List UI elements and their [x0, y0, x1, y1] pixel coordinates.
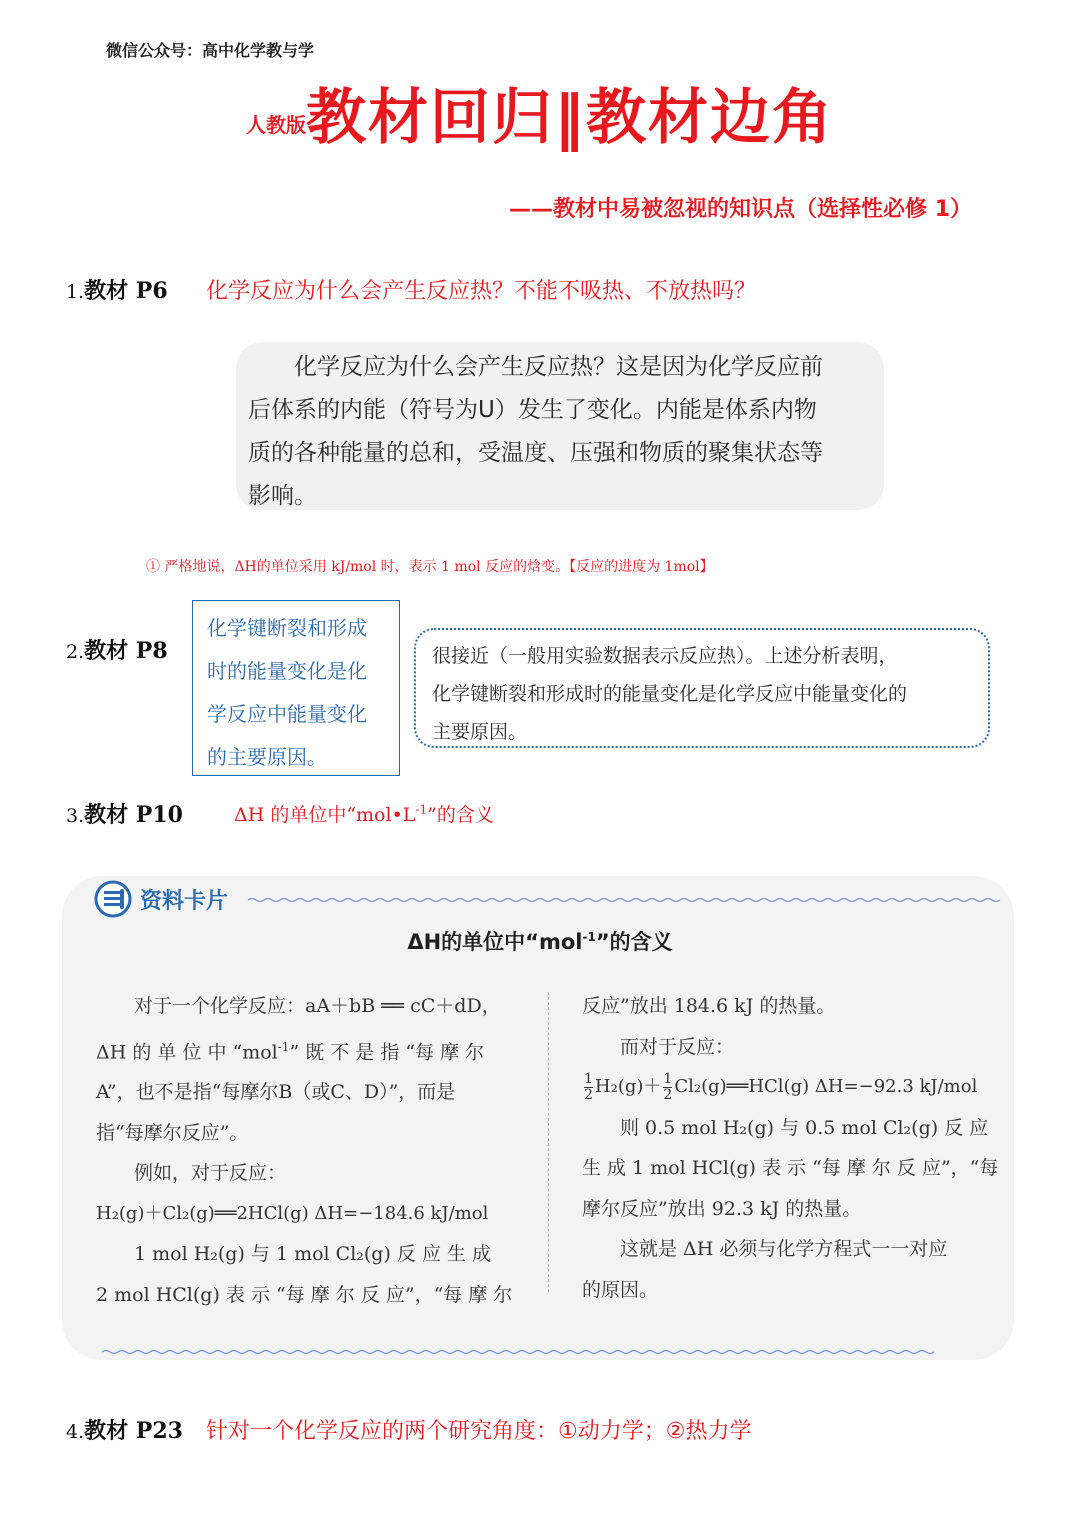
page-title: 教材回归‖教材边角: [306, 83, 834, 153]
wavy-top-line: [248, 899, 1000, 902]
column-divider: [548, 992, 549, 1292]
section-num: 1.: [66, 281, 85, 303]
card-line: [96, 1027, 514, 1073]
document-icon: [92, 878, 134, 920]
section-num: 4.: [66, 1421, 85, 1443]
heading-text: ”的含义: [595, 930, 673, 954]
card-left-column: [96, 986, 514, 1315]
section-1-label: [66, 274, 168, 305]
card-line: 摩尔反应”放出 92.3 kJ 的热量。: [582, 1197, 862, 1220]
card-line: 例如，对于反应：: [134, 1162, 287, 1185]
card-line: 这就是 ΔH 必须与化学方程式一一对应: [620, 1238, 948, 1260]
superscript: -1: [277, 1039, 290, 1054]
key-point-box: [192, 600, 400, 776]
section-1-question: 化学反应为什么会产生反应热？不能不吸热、不放热吗？: [206, 279, 757, 304]
textbook-excerpt-1: [236, 342, 884, 510]
card-text: ΔH 的 单 位 中 “mol: [96, 1040, 278, 1063]
fraction: [663, 1072, 672, 1103]
excerpt-line: 影响。: [248, 483, 317, 509]
card-line: 指“每摩尔反应”。: [96, 1121, 249, 1144]
numerator: 1: [584, 1070, 593, 1087]
section-2-label: [66, 634, 168, 665]
denominator: 2: [584, 1086, 593, 1103]
section-3-question: [234, 800, 494, 827]
section-4-label: [66, 1414, 183, 1445]
key-point-line: 的主要原因。: [207, 745, 327, 769]
equation-text: Cl₂(g)══HCl(g) ΔH=−92.3 kJ/mol: [674, 1076, 978, 1097]
card-label: 资料卡片: [140, 889, 229, 914]
section-4-question: 针对一个化学反应的两个研究角度：①动力学；②热力学: [206, 1419, 752, 1444]
excerpt-line: 后体系的内能（符号为U）发生了变化。内能是体系内物: [248, 397, 817, 423]
excerpt-line: 化学键断裂和形成时的能量变化是化学反应中能量变化的: [432, 683, 908, 705]
card-equation: [582, 1067, 1000, 1108]
superscript: -1: [415, 802, 428, 817]
section-ref: 教材 P8: [84, 638, 168, 664]
section-ref: 教材 P6: [84, 278, 168, 304]
section-num: 2.: [66, 641, 85, 663]
card-line: A”，也不是指“每摩尔B（或C、D）”，而是: [96, 1081, 456, 1104]
card-line: 则 0.5 mol H₂(g) 与 0.5 mol Cl₂(g) 反 应: [620, 1116, 989, 1139]
numerator: 1: [663, 1070, 673, 1087]
card-line: 对于一个化学反应：aA＋bB ══ cC＋dD，: [134, 995, 501, 1017]
question-text: ”的含义: [427, 804, 494, 826]
section-3-label: [66, 798, 183, 829]
card-text: ” 既 不 是 指 “每 摩 尔: [289, 1040, 485, 1063]
card-line: 反应”放出 184.6 kJ 的热量。: [582, 995, 836, 1017]
section-ref: 教材 P23: [84, 1418, 183, 1444]
key-point-line: 化学键断裂和形成: [207, 616, 367, 640]
superscript: -1: [582, 930, 596, 944]
card-line: 生 成 1 mol HCl(g) 表 示 “每 摩 尔 反 应”，“每: [582, 1157, 999, 1179]
footnote-1: ① 严格地说，ΔH的单位采用 kJ/mol 时，表示 1 mol 反应的焓变。【反应的进度为 1mol】: [146, 559, 714, 575]
wavy-bottom-line: [102, 1351, 934, 1354]
card-line: 的原因。: [582, 1278, 659, 1301]
card-line: 1 mol H₂(g) 与 1 mol Cl₂(g) 反 应 生 成: [134, 1243, 492, 1266]
title-row: [0, 70, 1080, 156]
key-point-line: 时的能量变化是化: [207, 659, 367, 683]
heading-text: ΔH的单位中“mol: [407, 930, 583, 954]
key-point-line: 学反应中能量变化: [207, 702, 367, 726]
excerpt-line: 化学反应为什么会产生反应热？这是因为化学反应前: [294, 354, 823, 380]
card-line: 2 mol HCl(g) 表 示 “每 摩 尔 反 应”，“每 摩 尔: [96, 1283, 513, 1306]
denominator: 2: [663, 1086, 673, 1103]
question-text: ΔH 的单位中“mol•L: [234, 804, 416, 826]
edition-label: 人教版: [246, 113, 306, 137]
card-equation: H₂(g)＋Cl₂(g)══2HCl(g) ΔH=−184.6 kJ/mol: [96, 1202, 489, 1224]
section-num: 3.: [66, 805, 85, 827]
page-subtitle: ——教材中易被忽视的知识点（选择性必修 1）: [509, 197, 972, 222]
excerpt-line: 质的各种能量的总和，受温度、压强和物质的聚集状态等: [248, 440, 823, 466]
excerpt-line: 很接近（一般用实验数据表示反应热）。上述分析表明，: [432, 645, 898, 667]
equation-text: H₂(g)＋: [594, 1076, 662, 1097]
card-heading: [0, 926, 1080, 956]
textbook-excerpt-2: [414, 628, 990, 748]
section-ref: 教材 P10: [84, 802, 183, 828]
card-line: 而对于反应：: [620, 1035, 735, 1058]
wechat-account: 微信公众号：高中化学教与学: [106, 41, 315, 60]
fraction: [584, 1072, 593, 1103]
card-right-column: [582, 986, 1000, 1310]
excerpt-line: 主要原因。: [432, 721, 528, 743]
